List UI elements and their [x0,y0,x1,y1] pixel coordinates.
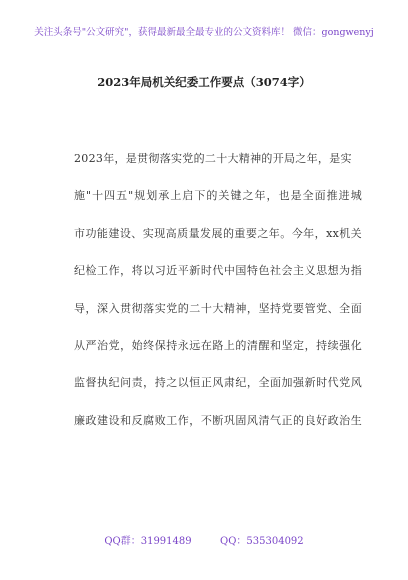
paragraph-line: 2023年，是贯彻落实党的二十大精神的开局之年，是实 [74,152,352,165]
header-notice: 关注头条号"公文研究"，获得最新最全最专业的公文资料库！ 微信：gongwenyj [34,27,374,38]
qq-label: QQ：535304092 [220,536,304,547]
paragraph-line: 从严治党，始终保持永远在路上的清醒和坚定，持续强化 [74,338,362,352]
paragraph-line: 导，深入贯彻落实党的二十大精神，坚持党要管党、全面 [74,301,362,315]
paragraph-line: 施"十四五"规划承上启下的关键之年，也是全面推进城 [74,189,362,203]
paragraph-line: 纪检工作，将以习近平新时代中国特色社会主义思想为指 [74,264,362,278]
qq-group-label: QQ群：31991489 [104,536,192,547]
document-body [74,140,362,439]
paragraph-line: 监督执纪问责，持之以恒正风肃纪，全面加强新时代党风 [74,376,362,390]
paragraph-line: 廉政建设和反腐败工作，不断巩固风清气正的良好政治生 [74,413,362,427]
document-title: 2023年局机关纪委工作要点（3074字） [97,75,311,89]
paragraph-line: 市功能建设、实现高质量发展的重要之年。今年，xx机关 [74,226,362,240]
footer-contact [0,532,408,547]
